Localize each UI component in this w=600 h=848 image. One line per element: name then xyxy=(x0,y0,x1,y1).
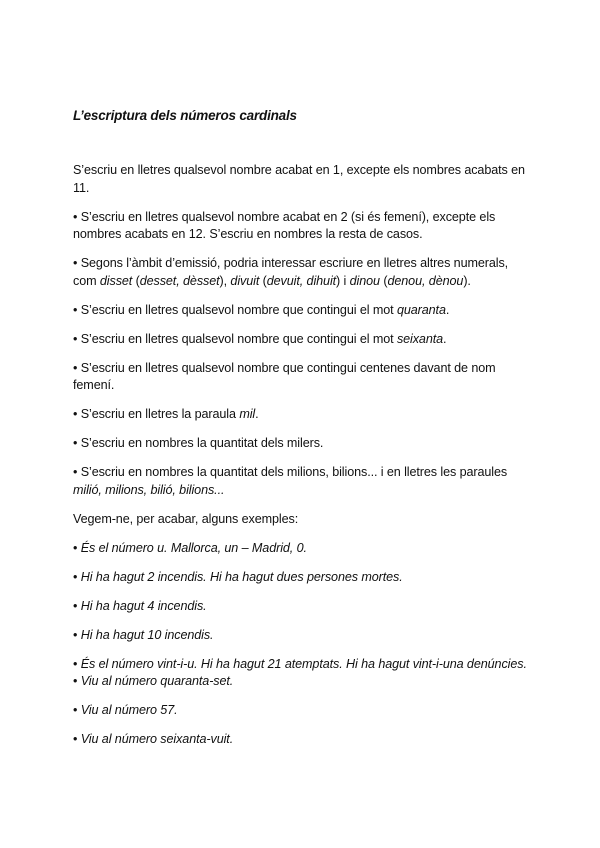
italic-text: devuit, dihuit xyxy=(266,273,337,288)
italic-text: És el número vint-i-u. Hi ha hagut 21 atemptats. Hi ha hagut vint-i-una denúncies. xyxy=(80,656,527,671)
text-segment: • xyxy=(73,627,81,642)
paragraph xyxy=(73,569,533,587)
italic-text: És el número u. Mallorca, un – Madrid, 0. xyxy=(80,540,307,555)
italic-text: Viu al número 57. xyxy=(80,703,178,717)
italic-text: Viu al número quaranta-set. xyxy=(80,674,234,688)
italic-text: denou, dènou xyxy=(387,273,464,288)
text-segment: • Segons l’àmbit d’emissió, podria interessar escriure en lletres altres numerals, com xyxy=(73,256,509,288)
text-segment: • S’escriu en nombres la quantitat dels milions, bilions... i en lletres les paraules xyxy=(73,465,508,479)
document-title: L’escriptura dels números cardinals xyxy=(73,108,297,123)
text-segment: • xyxy=(73,674,81,688)
paragraph xyxy=(73,464,533,499)
document-body xyxy=(73,108,533,749)
text-segment: • xyxy=(73,656,81,671)
italic-text: quaranta xyxy=(396,302,446,317)
text-segment: • S’escriu en lletres la paraula xyxy=(73,407,240,421)
paragraph xyxy=(73,598,533,616)
text-segment: ( xyxy=(132,273,140,288)
paragraph xyxy=(73,331,533,349)
paragraph-list xyxy=(73,162,533,749)
text-segment: • S’escriu en lletres qualsevol nombre que contingui el mot xyxy=(73,302,397,317)
paragraph xyxy=(73,627,533,645)
paragraph xyxy=(73,540,533,558)
text-segment: • xyxy=(73,569,81,584)
paragraph xyxy=(73,656,533,691)
text-segment: . xyxy=(445,302,450,317)
paragraph xyxy=(73,702,533,720)
paragraph xyxy=(73,255,533,290)
paragraph xyxy=(73,435,533,453)
text-segment: ) i xyxy=(336,273,350,288)
text-segment: • S’escriu en nombres la quantitat dels milers. xyxy=(73,436,324,450)
text-segment: ). xyxy=(463,273,471,288)
text-segment: ( xyxy=(379,273,388,288)
paragraph xyxy=(73,360,533,395)
italic-text: Viu al número seixanta-vuit. xyxy=(80,732,234,746)
text-segment: • S’escriu en lletres qualsevol nombre que contingui el mot xyxy=(73,331,397,346)
italic-text: divuit xyxy=(230,273,260,288)
paragraph xyxy=(73,162,533,197)
paragraph xyxy=(73,731,533,749)
paragraph xyxy=(73,209,533,244)
paragraph xyxy=(73,302,533,320)
italic-text: seixanta xyxy=(396,331,444,346)
italic-text: dinou xyxy=(349,273,380,288)
text-segment: Vegem-ne, per acabar, alguns exemples: xyxy=(73,511,299,526)
italic-text: Hi ha hagut 10 incendis. xyxy=(80,627,214,642)
italic-text: desset, dèsset xyxy=(139,273,220,288)
paragraph xyxy=(73,406,533,424)
italic-text: Hi ha hagut 4 incendis. xyxy=(80,598,207,613)
text-segment: . xyxy=(443,331,447,346)
text-segment: • xyxy=(73,732,81,746)
text-segment: • xyxy=(73,598,81,613)
text-segment: • xyxy=(73,703,81,717)
italic-text: milió, milions, bilió, bilions... xyxy=(73,482,225,497)
text-segment: S’escriu en lletres qualsevol nombre acabat en 1, excepte els nombres acabats en 11. xyxy=(73,163,525,195)
text-segment: . xyxy=(255,407,259,421)
italic-text: disset xyxy=(99,273,133,288)
italic-text: mil xyxy=(239,407,256,421)
paragraph xyxy=(73,511,533,529)
text-segment: • S’escriu en lletres qualsevol nombre que contingui centenes davant de nom femení. xyxy=(73,360,496,392)
text-segment: ( xyxy=(259,273,267,288)
italic-text: Hi ha hagut 2 incendis. Hi ha hagut dues persones mortes. xyxy=(80,569,403,584)
text-segment: ), xyxy=(219,273,231,288)
text-segment: • S’escriu en lletres qualsevol nombre acabat en 2 (si és femení), excepte els nombres acabats en 12. S’escriu en nombres la resta de casos. xyxy=(73,209,496,241)
text-segment: • xyxy=(73,540,81,555)
